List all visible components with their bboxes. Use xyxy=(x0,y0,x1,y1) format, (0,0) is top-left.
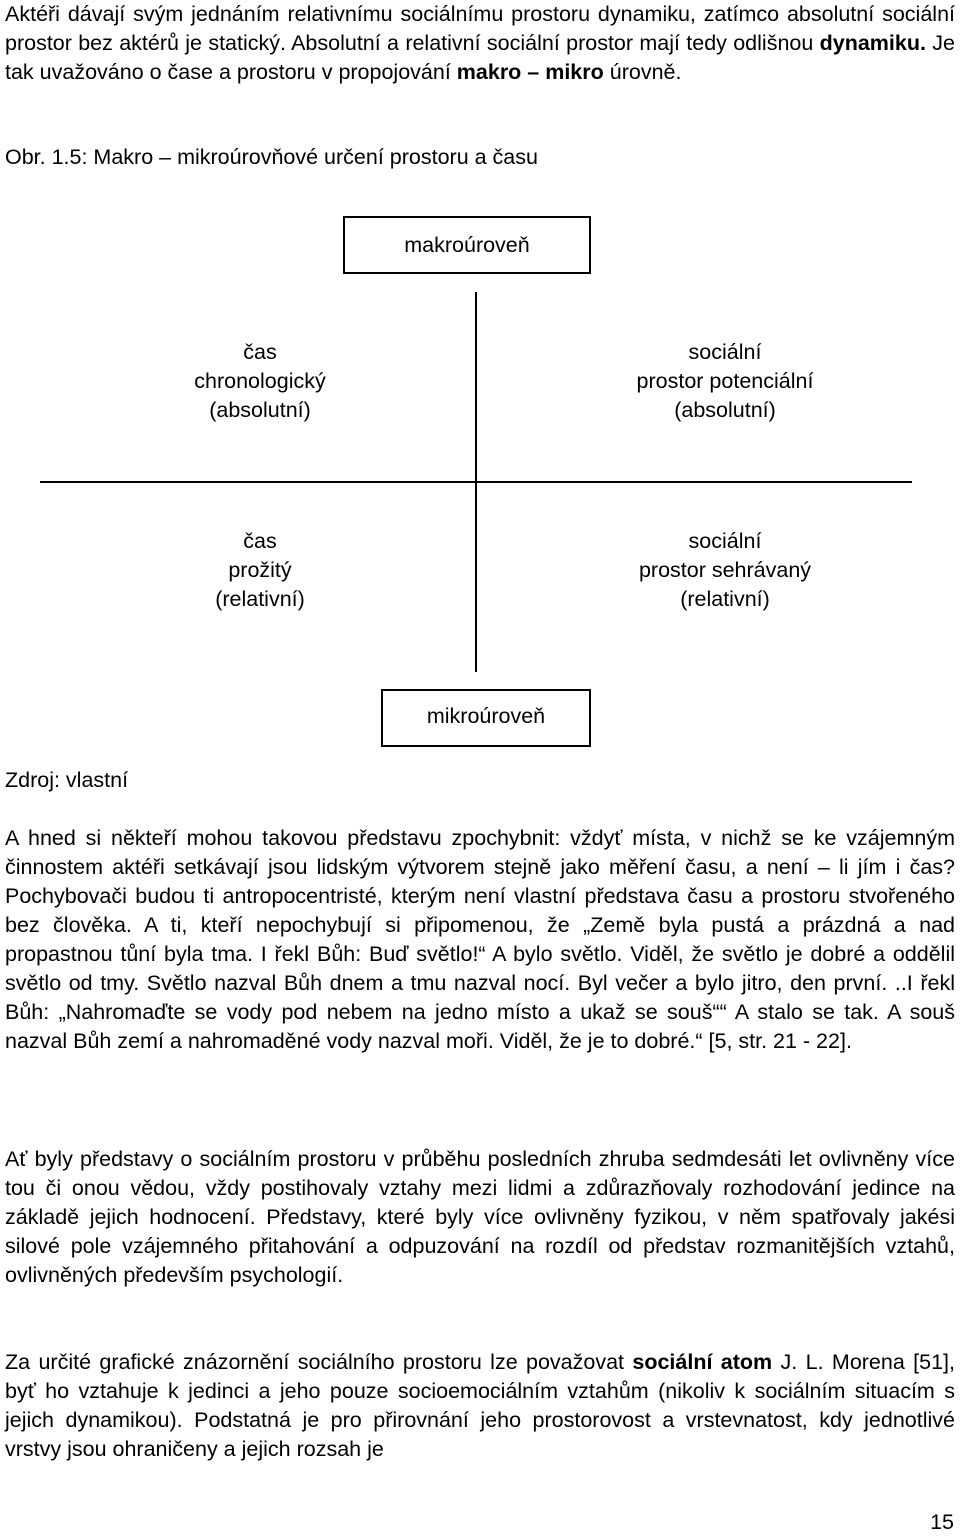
quadrant-bottom-right: sociální prostor sehrávaný (relativní) xyxy=(638,529,812,611)
horizontal-axis xyxy=(40,481,912,483)
intro-paragraph: Aktéři dávají svým jednáním relativnímu sociálnímu prostoru dynamiku, zatímco absolutní sociální prostor bez aktérů je statický. Absolutní a relativní sociální prostor mají tedy odlišnou dynamiku. Je tak uvažováno o čase a prostoru v propojování makro – mikro úrovně. xyxy=(5,2,955,84)
quadrant-bottom-left: čas prožitý (relativní) xyxy=(215,529,305,611)
quadrant-top-right: sociální prostor potenciální (absolutní) xyxy=(636,340,814,422)
page-number: 15 xyxy=(930,1510,954,1534)
figure-caption: Obr. 1.5: Makro – mikroúrovňové určení prostoru a času xyxy=(5,145,538,169)
paragraph-2: A hned si někteří mohou takovou představu zpochybnit: vždyť místa, v nichž se ke vzájemným činnostem aktéři setkávají jsou lidským výtvorem stejně jako měření času, a není – li jím i čas? Pochybovači budou ti antropocentristé, kterým není vlastní představa času a prostoru stvořeného bez člověka. A ti, kteří nepochybují si připomenou, že „Země byla pustá a prázdná a nad propastnou tůní byla tma. I řekl Bůh: Buď světlo!“ A bylo světlo. Viděl, že světlo je dobré a oddělil světlo od tmy. Světlo nazval Bůh dnem a tmu nazval nocí. Byl večer a bylo jitro, den první. ..I řekl Bůh: „Nahromaďte se vody pod nebem na jedno místo a ukaž se souš““ A stalo se tak. A souš nazval Bůh zemí a nahromaděné vody nazval moři. Viděl, že je to dobré.“ [5, str. 21 - 22]. xyxy=(5,826,955,1053)
paragraph-4: Za určité grafické znázornění sociálního prostoru lze považovat sociální atom J. L. Morena [51], byť ho vztahuje k jedinci a jeho pouze socioemociálním vztahům (nikoliv k sociálním situacím s jejich dynamikou). Podstatná je pro přirovnání jeho prostorovost a vrstevnatost, kdy jednotlivé vrstvy jsou ohraničeny a jejich rozsah je xyxy=(5,1350,955,1461)
micro-level-box: mikroúroveň xyxy=(381,689,591,747)
quadrant-top-left: čas chronologický (absolutní) xyxy=(194,340,326,422)
paragraph-3: Ať byly představy o sociálním prostoru v průběhu posledních zhruba sedmdesáti let ovlivněny více tou či onou vědou, vždy postihovaly vztahy mezi lidmi a zdůrazňovaly rozhodování jedince na základě jejich hodnocení. Představy, které byly více ovlivněny fyzikou, v něm spatřovaly jakési silové pole vzájemného přitahování a odpuzování na rozdíl od představ rozmanitějších vztahů, ovlivněných především psychologií. xyxy=(5,1147,955,1287)
figure-source: Zdroj: vlastní xyxy=(5,768,129,792)
macro-level-box: makroúroveň xyxy=(343,216,591,274)
